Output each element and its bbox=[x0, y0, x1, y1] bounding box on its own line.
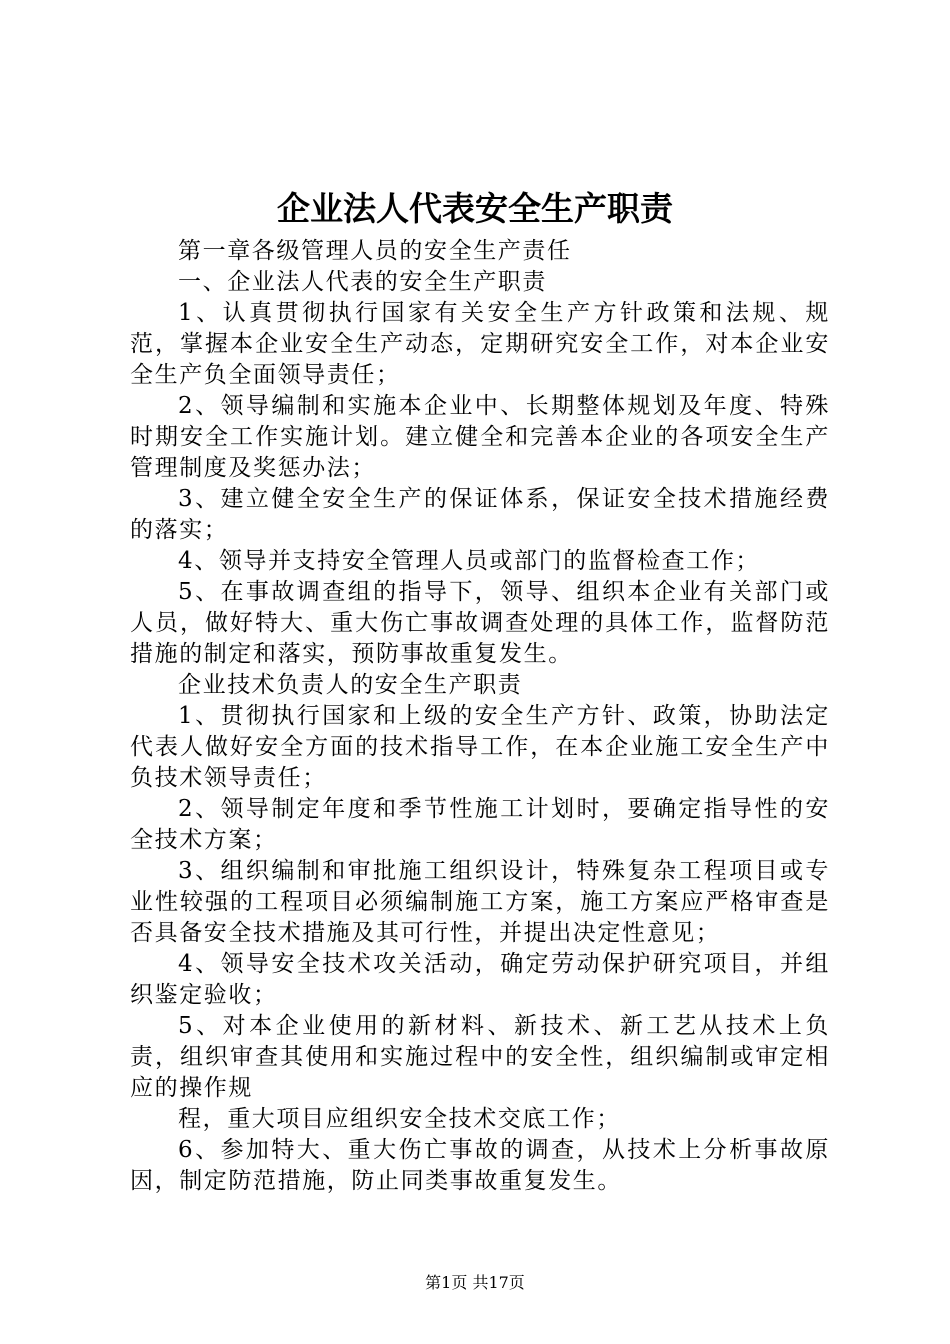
paragraph: 1、贯彻执行国家和上级的安全生产方针、政策，协助法定代表人做好安全方面的技术指导工作，在本企业施工安全生产中负技术领导责任； bbox=[130, 703, 830, 791]
paragraph: 4、领导并支持安全管理人员或部门的监督检查工作； bbox=[178, 548, 761, 574]
paragraph: 3、组织编制和审批施工组织设计，特殊复杂工程项目或专业性较强的工程项目必须编制施工方案，施工方案应严格审查是否具备安全技术措施及其可行性，并提出决定性意见； bbox=[130, 858, 830, 946]
paragraph: 4、领导安全技术攻关活动，确定劳动保护研究项目，并组织鉴定验收； bbox=[130, 951, 830, 1008]
document-title: 企业法人代表安全生产职责 bbox=[277, 189, 673, 228]
section-heading-technical-director: 企业技术负责人的安全生产职责 bbox=[178, 672, 523, 698]
paragraph: 1、认真贯彻执行国家有关安全生产方针政策和法规、规范，掌握本企业安全生产动态，定期研究安全工作，对本企业安全生产负全面领导责任； bbox=[130, 300, 830, 388]
paragraph: 5、在事故调查组的指导下，领导、组织本企业有关部门或人员，做好特大、重大伤亡事故调查处理的具体工作，监督防范措施的制定和落实，预防事故重复发生。 bbox=[130, 579, 830, 667]
chapter-heading: 第一章各级管理人员的安全生产责任 bbox=[178, 238, 572, 264]
document-body bbox=[130, 236, 830, 1197]
page-footer: 第1页 共17页 bbox=[425, 1273, 525, 1292]
paragraph: 5、对本企业使用的新材料、新技术、新工艺从技术上负责，组织审查其使用和实施过程中的安全性，组织编制或审定相应的操作规 bbox=[130, 1013, 830, 1101]
paragraph: 程，重大项目应组织安全技术交底工作； bbox=[178, 1106, 621, 1132]
paragraph: 3、建立健全安全生产的保证体系，保证安全技术措施经费的落实； bbox=[130, 486, 830, 543]
paragraph: 2、领导制定年度和季节性施工计划时，要确定指导性的安全技术方案； bbox=[130, 796, 830, 853]
section-heading-legal-representative: 一、企业法人代表的安全生产职责 bbox=[178, 269, 547, 295]
paragraph: 6、参加特大、重大伤亡事故的调查，从技术上分析事故原因，制定防范措施，防止同类事故重复发生。 bbox=[130, 1137, 830, 1194]
paragraph: 2、领导编制和实施本企业中、长期整体规划及年度、特殊时期安全工作实施计划。建立健全和完善本企业的各项安全生产管理制度及奖惩办法； bbox=[130, 393, 830, 481]
